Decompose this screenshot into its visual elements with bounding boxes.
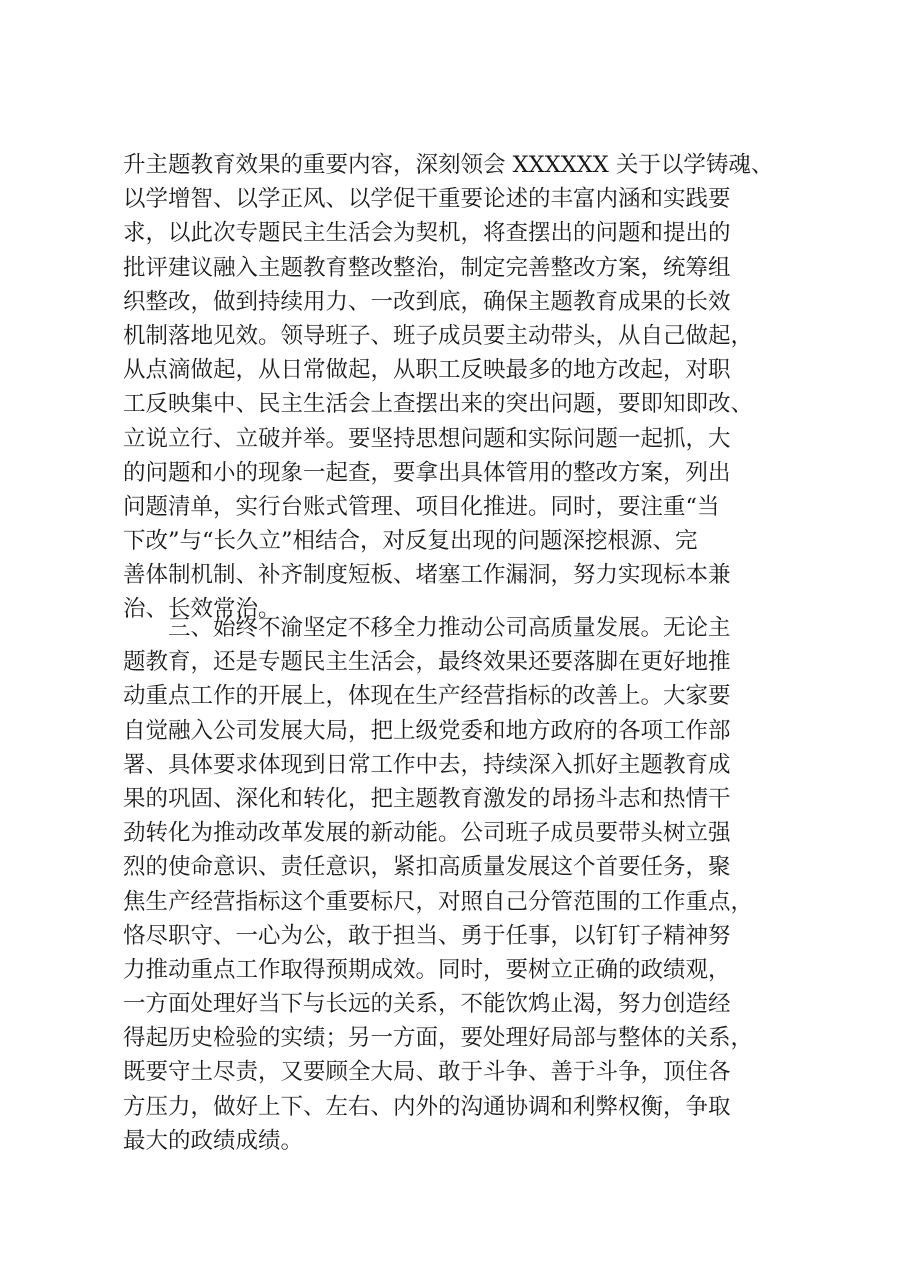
- text-line: 方压力，做好上下、左右、内外的沟通协调和利弊权衡，争取: [123, 1093, 731, 1120]
- text-line: 动重点工作的开展上，体现在生产经营指标的改善上。大家要: [123, 683, 731, 710]
- text-line: 烈的使命意识、责任意识，紧扣高质量发展这个首要任务，聚: [123, 854, 731, 881]
- text-line: 善体制机制、补齐制度短板、堵塞工作漏洞，努力实现标本兼: [123, 562, 731, 589]
- text-line: 工反映集中、民主生活会上查摆出来的突出问题，要即知即改、: [123, 391, 754, 418]
- paragraph-continuation: [123, 148, 803, 627]
- text-line: 治、长效常治。: [123, 596, 281, 623]
- text-line: 署、具体要求体现到日常工作中去，持续深入抓好主题教育成: [123, 751, 731, 778]
- text-line: 焦生产经营指标这个重要标尺，对照自己分管范围的工作重点，: [123, 888, 754, 915]
- text-line: 三、始终不渝坚定不移全力推动公司高质量发展。无论主: [123, 615, 731, 641]
- text-line: 果的巩固、深化和转化，把主题教育激发的昂扬斗志和热情干: [123, 785, 731, 812]
- text-line: 升主题教育效果的重要内容，深刻领会 XXXXXX 关于以学铸魂、: [123, 152, 774, 178]
- text-line: 一方面处理好当下与长远的关系，不能饮鸩止渴，努力创造经: [123, 991, 731, 1018]
- text-line: 恪尽职守、一心为公，敢于担当、勇于任事，以钉钉子精神努: [123, 922, 731, 949]
- text-line: 机制落地见效。领导班子、班子成员要主动带头，从自己做起，: [123, 322, 754, 349]
- text-line: 下改”与“长久立”相结合，对反复出现的问题深挖根源、完: [123, 528, 698, 555]
- text-line: 力推动重点工作取得预期成效。同时，要树立正确的政绩观，: [123, 956, 731, 983]
- text-line: 从点滴做起，从日常做起，从职工反映最多的地方改起，对职: [123, 357, 731, 384]
- text-line: 求，以此次专题民主生活会为契机，将查摆出的问题和提出的: [123, 220, 731, 247]
- text-line: 题教育，还是专题民主生活会，最终效果还要落脚在更好地推: [123, 649, 731, 676]
- text-line: 劲转化为推动改革发展的新动能。公司班子成员要带头树立强: [123, 820, 731, 847]
- text-line: 最大的政绩成绩。: [123, 1127, 304, 1154]
- text-line: 以学增智、以学正风、以学促干重要论述的丰富内涵和实践要: [123, 186, 731, 213]
- text-line: 自觉融入公司发展大局，把上级党委和地方政府的各项工作部: [123, 717, 731, 744]
- text-line: 的问题和小的现象一起查，要拿出具体管用的整改方案，列出: [123, 459, 731, 486]
- text-line: 得起历史检验的实绩；另一方面，要处理好局部与整体的关系，: [123, 1025, 754, 1052]
- text-line: 既要守土尽责，又要顾全大局、敢于斗争、善于斗争，顶住各: [123, 1059, 731, 1086]
- text-line: 立说立行、立破并举。要坚持思想问题和实际问题一起抓，大: [123, 425, 731, 452]
- text-line: 批评建议融入主题教育整改整治，制定完善整改方案，统筹组: [123, 254, 731, 281]
- text-line: 织整改，做到持续用力、一改到底，确保主题教育成果的长效: [123, 288, 731, 315]
- text-line: 问题清单，实行台账式管理、项目化推进。同时，要注重“当: [123, 493, 720, 520]
- paragraph-section-three: [123, 611, 803, 1158]
